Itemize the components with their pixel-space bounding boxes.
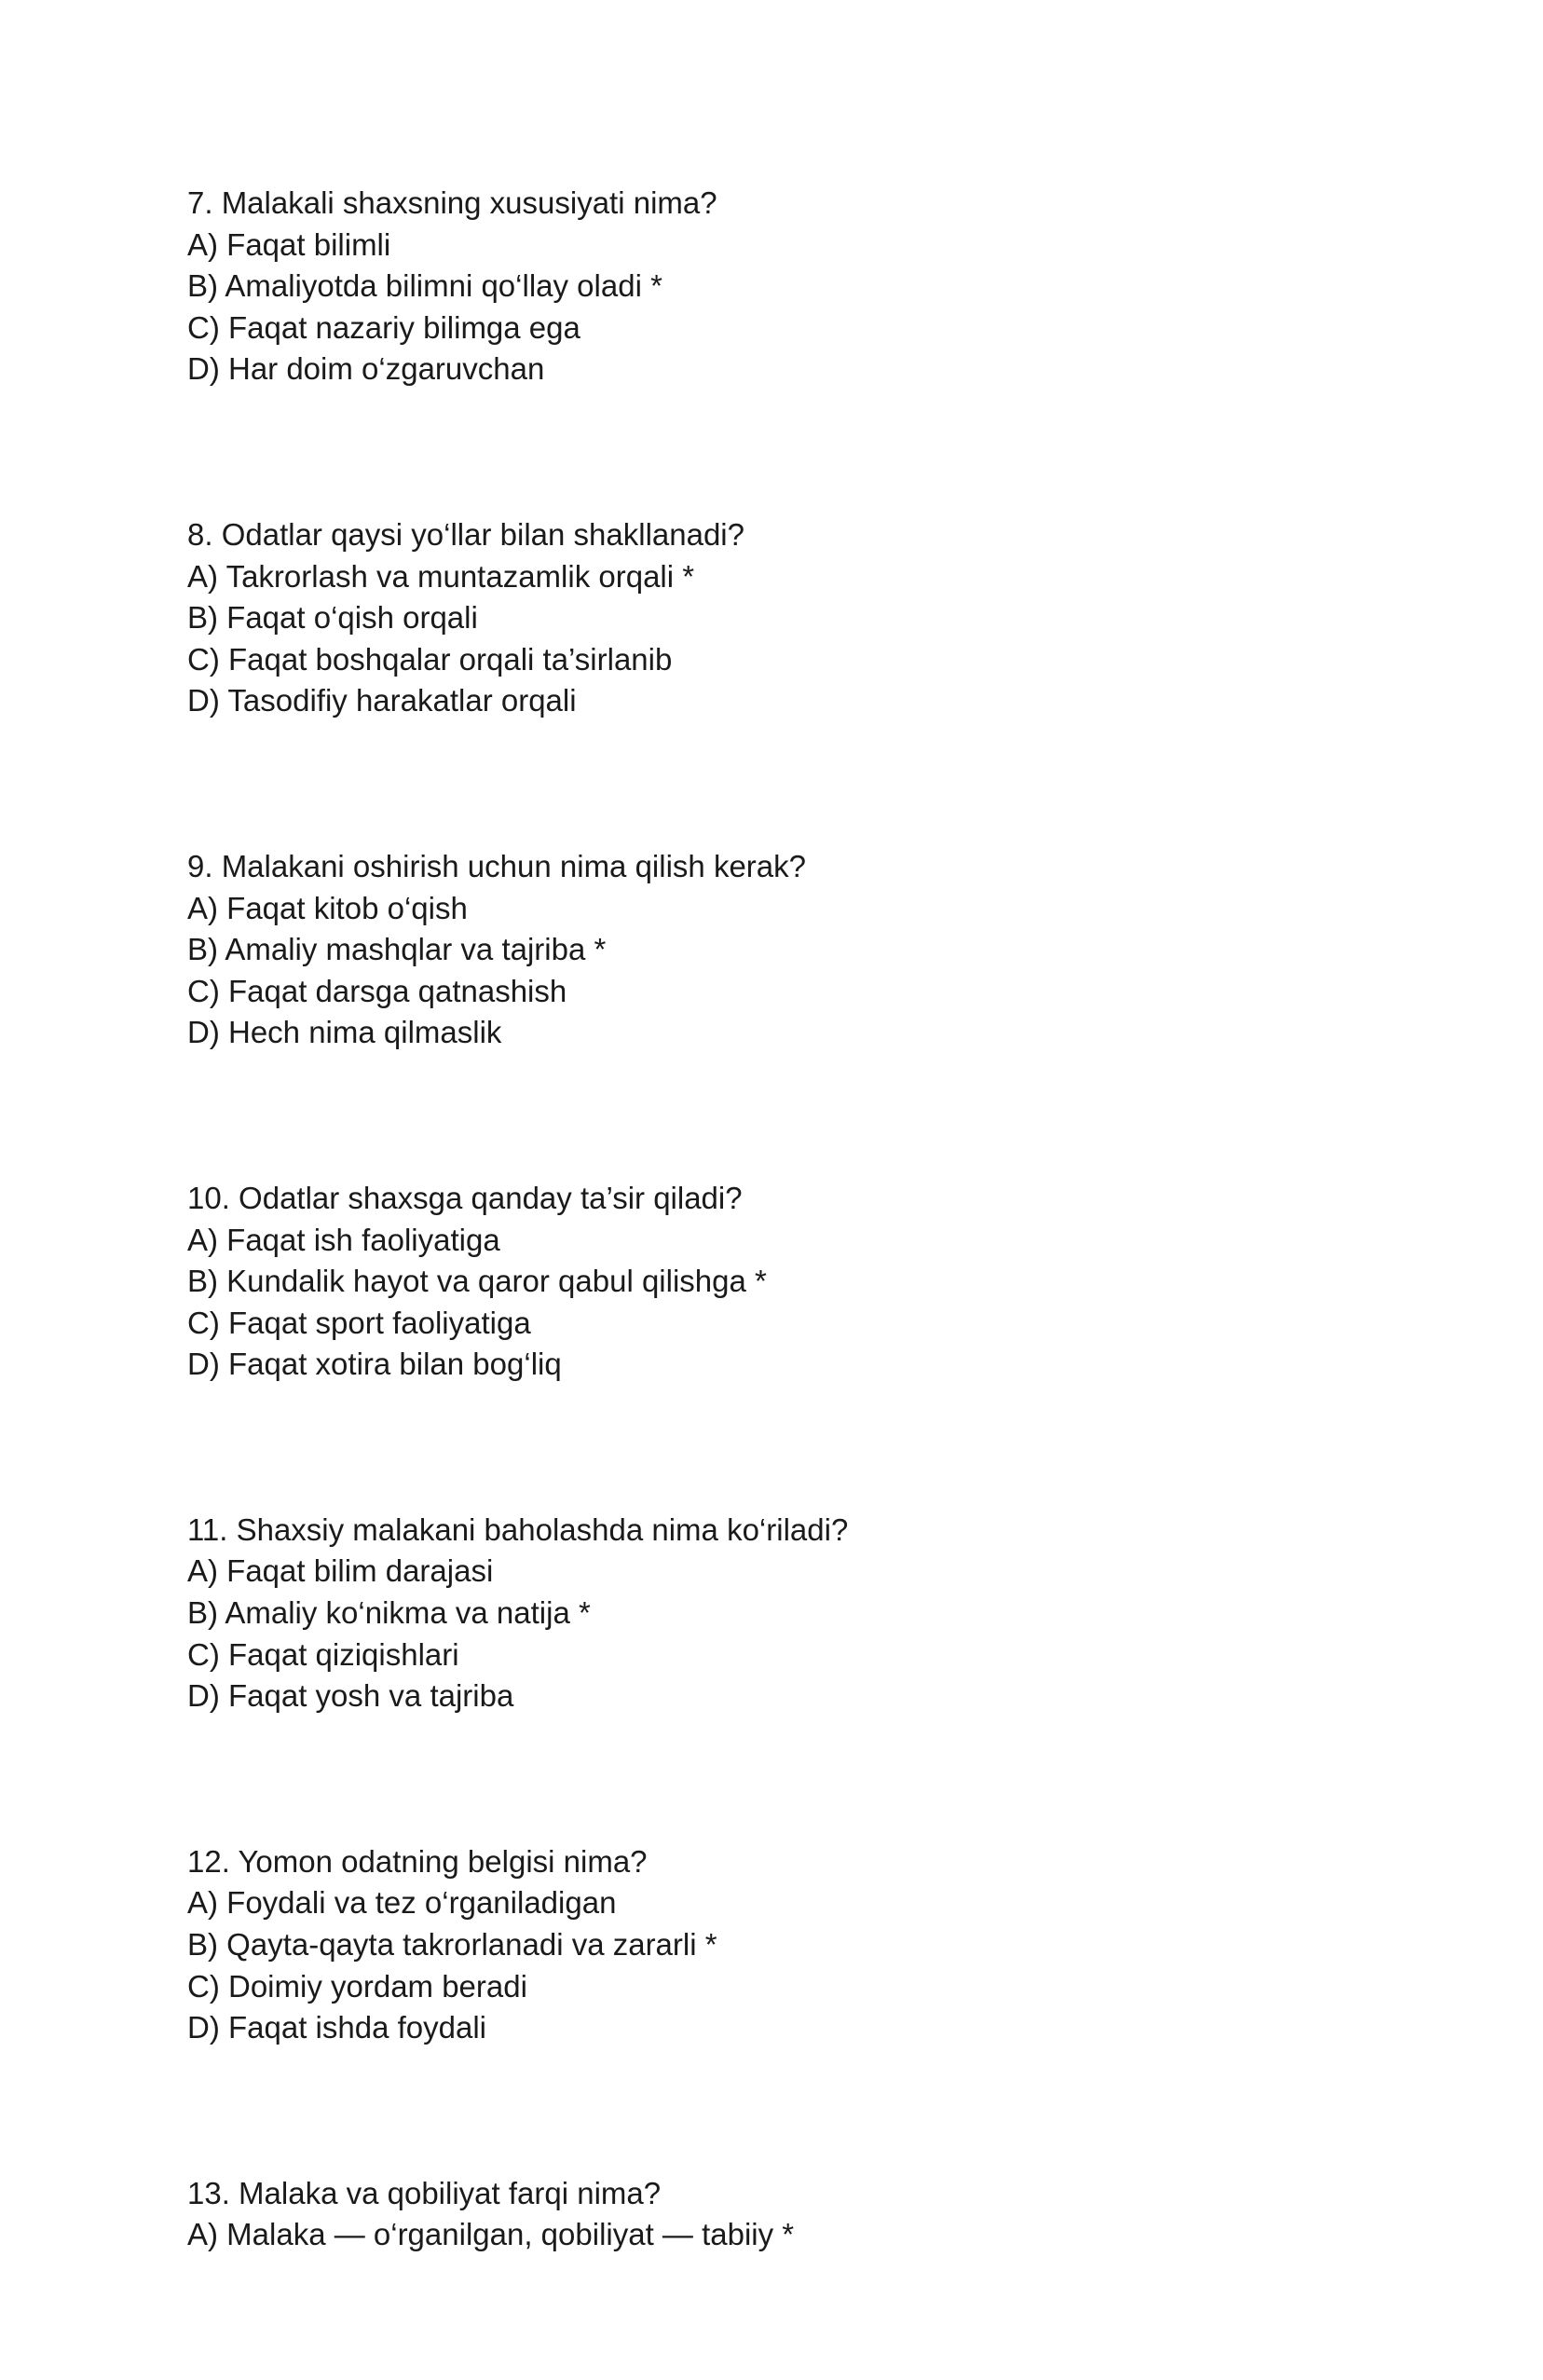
answer-option-a: A) Foydali va tez o‘rganiladigan: [187, 1885, 617, 1921]
question-text: 8. Odatlar qaysi yo‘llar bilan shakllanadi?: [187, 516, 744, 552]
answer-option-c: C) Doimiy yordam beradi: [187, 1968, 527, 2004]
question-block-8: [187, 514, 1352, 722]
answer-option-a: A) Faqat ish faoliyatiga: [187, 1222, 500, 1257]
answer-option-b: B) Kundalik hayot va qaror qabul qilishga *: [187, 1264, 767, 1299]
answer-option-c: C) Faqat boshqalar orqali ta’sirlanib: [187, 641, 673, 677]
answer-option-a: A) Faqat kitob o‘qish: [187, 890, 468, 925]
answer-option-d: D) Faqat yosh va tajriba: [187, 1678, 514, 1714]
answer-option-a: A) Takrorlash va muntazamlik orqali *: [187, 558, 695, 594]
answer-option-a: A) Malaka — o‘rganilgan, qobiliyat — tabiiy *: [187, 2217, 795, 2252]
answer-option-d: D) Faqat ishda foydali: [187, 2010, 486, 2045]
answer-option-d: D) Faqat xotira bilan bog‘liq: [187, 1347, 562, 1382]
answer-option-d: D) Tasodifiy harakatlar orqali: [187, 683, 577, 718]
question-block-7: [187, 183, 1352, 390]
question-block-12: [187, 1841, 1352, 2049]
answer-option-d: D) Hech nima qilmaslik: [187, 1015, 502, 1050]
question-text: 12. Yomon odatning belgisi nima?: [187, 1843, 648, 1879]
answer-option-b: B) Qayta-qayta takrorlanadi va zararli *: [187, 1927, 717, 1963]
answer-option-c: C) Faqat qiziqishlari: [187, 1636, 459, 1672]
answer-option-b: B) Amaliy mashqlar va tajriba *: [187, 932, 607, 967]
question-text: 9. Malakani oshirish uchun nima qilish kerak?: [187, 848, 806, 883]
answer-option-a: A) Faqat bilimli: [187, 226, 391, 262]
question-block-13: [187, 2173, 1352, 2256]
answer-option-c: C) Faqat nazariy bilimga ega: [187, 309, 580, 345]
question-block-11: [187, 1510, 1352, 1717]
question-block-9: [187, 846, 1352, 1054]
answer-option-c: C) Faqat sport faoliyatiga: [187, 1305, 531, 1340]
answer-option-a: A) Faqat bilim darajasi: [187, 1553, 494, 1589]
answer-option-b: B) Faqat o‘qish orqali: [187, 600, 478, 636]
question-block-10: [187, 1178, 1352, 1386]
question-list: [187, 183, 1352, 2380]
question-text: 11. Shaxsiy malakani baholashda nima ko‘riladi?: [187, 1511, 849, 1547]
answer-option-b: B) Amaliy ko‘nikma va natija *: [187, 1595, 591, 1631]
question-text: 13. Malaka va qobiliyat farqi nima?: [187, 2175, 662, 2210]
question-text: 10. Odatlar shaxsga qanday ta’sir qiladi?: [187, 1180, 743, 1215]
answer-option-c: C) Faqat darsga qatnashish: [187, 973, 567, 1008]
answer-option-d: D) Har doim o‘zgaruvchan: [187, 351, 545, 387]
question-text: 7. Malakali shaxsning xususiyati nima?: [187, 185, 717, 220]
answer-option-b: B) Amaliyotda bilimni qo‘llay oladi *: [187, 268, 662, 304]
